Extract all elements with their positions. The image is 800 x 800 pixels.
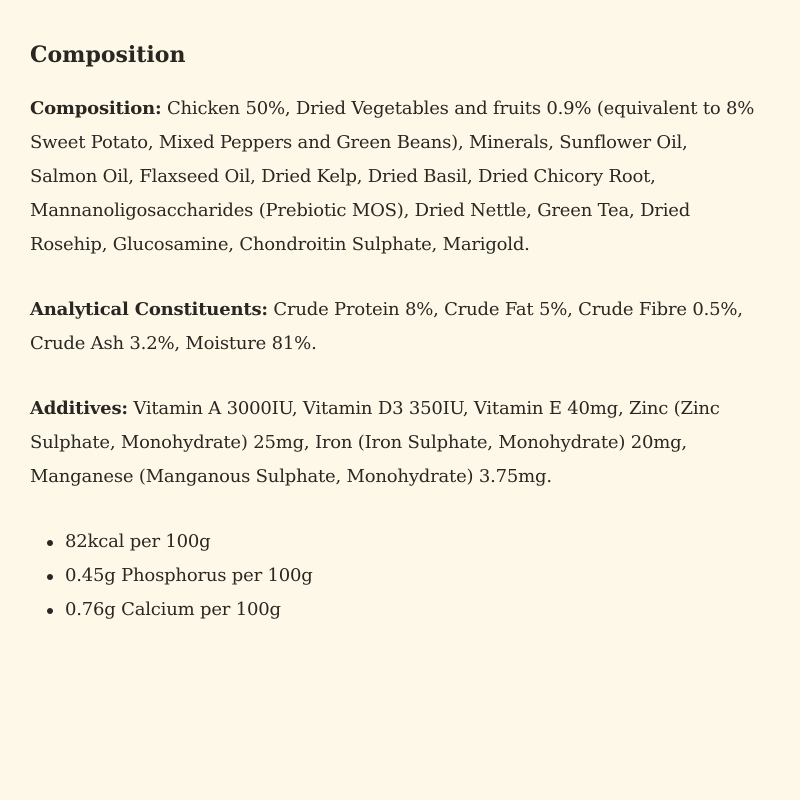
list-item: 0.76g Calcium per 100g [47,593,760,627]
composition-label: Composition: [30,98,162,120]
analytical-constituents-label: Analytical Constituents: [30,299,268,321]
additives-paragraph [30,392,760,494]
bullet-icon [47,574,53,580]
composition-text: Chicken 50%, Dried Vegetables and fruits 0.9% (equivalent to 8% Sweet Potato, Mixed Peppers and Green Beans), Minerals, Sunflower Oil, Salmon Oil, Flaxseed Oil, Dried Kelp, Dried Basil, Dried Chicory Root, Mannanoligosaccharides (Prebiotic MOS), Dried Nettle, Green Tea, Dried Rosehip, Glucosamine, Chondroitin Sulphate, Marigold. [30,98,755,256]
list-item: 0.45g Phosphorus per 100g [47,559,760,593]
analytical-constituents-text: Crude Protein 8%, Crude Fat 5%, Crude Fibre 0.5%, Crude Ash 3.2%, Moisture 81%. [30,299,743,355]
additives-text: Vitamin A 3000IU, Vitamin D3 350IU, Vitamin E 40mg, Zinc (Zinc Sulphate, Monohydrate) 25mg, Iron (Iron Sulphate, Monohydrate) 20mg, Manganese (Manganous Sulphate, Monohydrate) 3.75mg. [30,398,720,488]
list-item: 82kcal per 100g [47,525,760,559]
additives-label: Additives: [30,398,128,420]
composition-paragraph [30,92,760,262]
bullet-icon [47,540,53,546]
nutrition-list [30,525,760,627]
bullet-icon [47,608,53,614]
analytical-constituents-paragraph [30,293,760,361]
section-heading: Composition [30,42,186,68]
